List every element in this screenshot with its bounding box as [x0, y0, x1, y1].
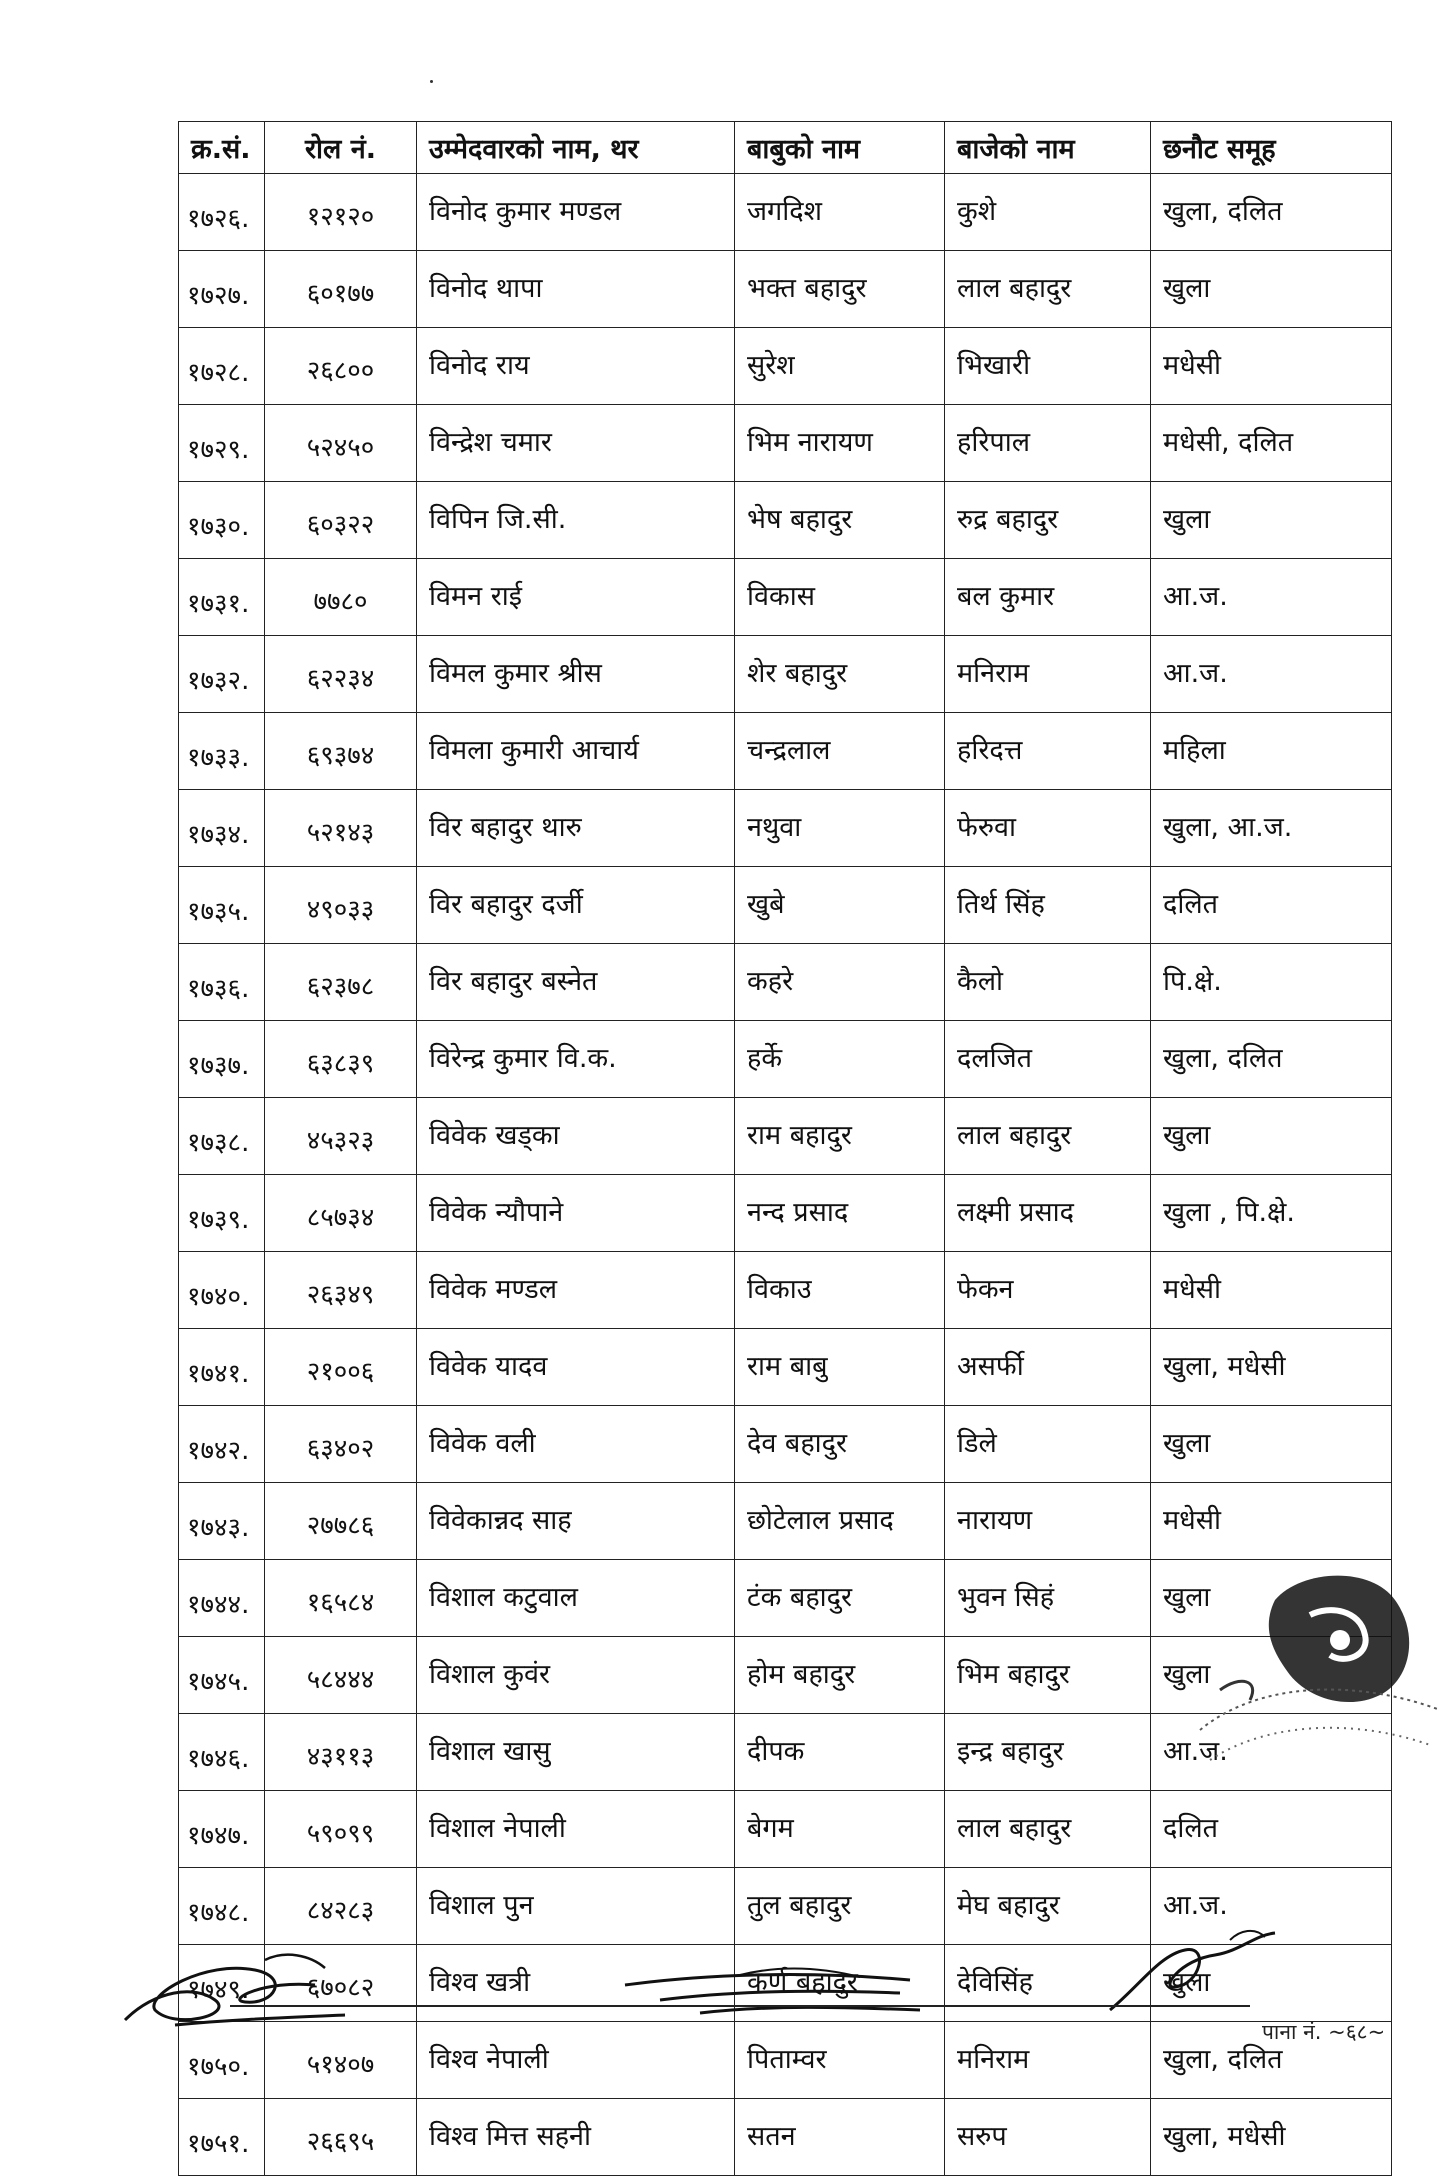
cell-father-name: सतन	[735, 2099, 945, 2176]
table-row	[179, 1175, 1392, 1252]
header-selection-group: छनौट समूह	[1151, 122, 1392, 174]
cell-father-name: दीपक	[735, 1714, 945, 1791]
cell-selection-group: मधेसी, दलित	[1151, 405, 1392, 482]
cell-selection-group: खुला	[1151, 1637, 1392, 1714]
cell-serial: १७५०.	[179, 2022, 265, 2099]
cell-grandfather-name: भुवन सिहं	[945, 1560, 1151, 1637]
cell-selection-group: मधेसी	[1151, 328, 1392, 405]
cell-grandfather-name: लाल बहादुर	[945, 1791, 1151, 1868]
cell-candidate-name: विवेक खड्का	[417, 1098, 735, 1175]
table-row	[179, 713, 1392, 790]
cell-roll-number: २६६९५	[265, 2099, 417, 2176]
table-row	[179, 1406, 1392, 1483]
cell-candidate-name: विश्व मित्त सहनी	[417, 2099, 735, 2176]
cell-father-name: चन्द्रलाल	[735, 713, 945, 790]
cell-selection-group: आ.ज.	[1151, 1714, 1392, 1791]
cell-serial: १७४६.	[179, 1714, 265, 1791]
page-number: पाना नं. ~६८~	[1262, 2020, 1386, 2044]
cell-serial: १७३६.	[179, 944, 265, 1021]
cell-candidate-name: विमल कुमार श्रीस	[417, 636, 735, 713]
cell-candidate-name: विनोद थापा	[417, 251, 735, 328]
signature-right	[1090, 1915, 1290, 2025]
cell-candidate-name: विवेक वली	[417, 1406, 735, 1483]
header-serial: क्र.सं.	[179, 122, 265, 174]
cell-grandfather-name: कुशे	[945, 174, 1151, 251]
cell-father-name: हर्के	[735, 1021, 945, 1098]
cell-candidate-name: विवेक मण्डल	[417, 1252, 735, 1329]
header-father-name: बाबुको नाम	[735, 122, 945, 174]
cell-grandfather-name: असर्फी	[945, 1329, 1151, 1406]
cell-roll-number: ५८४४४	[265, 1637, 417, 1714]
table-row	[179, 405, 1392, 482]
cell-father-name: नन्द प्रसाद	[735, 1175, 945, 1252]
cell-grandfather-name: हरिदत्त	[945, 713, 1151, 790]
cell-father-name: कर्ण बहादुर	[735, 1945, 945, 2022]
cell-candidate-name: विनोद कुमार मण्डल	[417, 174, 735, 251]
cell-father-name: बेगम	[735, 1791, 945, 1868]
cell-father-name: छोटेलाल प्रसाद	[735, 1483, 945, 1560]
cell-father-name: शेर बहादुर	[735, 636, 945, 713]
cell-roll-number: ५९०९९	[265, 1791, 417, 1868]
cell-grandfather-name: तिर्थ सिंह	[945, 867, 1151, 944]
cell-serial: १७३१.	[179, 559, 265, 636]
cell-roll-number: ६३८३९	[265, 1021, 417, 1098]
cell-father-name: विकाउ	[735, 1252, 945, 1329]
cell-grandfather-name: कैलो	[945, 944, 1151, 1021]
cell-father-name: टंक बहादुर	[735, 1560, 945, 1637]
table-row	[179, 1098, 1392, 1175]
cell-roll-number: ५१४०७	[265, 2022, 417, 2099]
cell-roll-number: ६०३२२	[265, 482, 417, 559]
cell-candidate-name: विपिन जि.सी.	[417, 482, 735, 559]
cell-selection-group: खुला, आ.ज.	[1151, 790, 1392, 867]
table-row	[179, 790, 1392, 867]
cell-grandfather-name: डिले	[945, 1406, 1151, 1483]
scan-speck	[430, 80, 433, 83]
cell-selection-group: आ.ज.	[1151, 1868, 1392, 1945]
cell-grandfather-name: फेरुवा	[945, 790, 1151, 867]
cell-serial: १७३२.	[179, 636, 265, 713]
table-row	[179, 559, 1392, 636]
cell-father-name: कहरे	[735, 944, 945, 1021]
cell-father-name: होम बहादुर	[735, 1637, 945, 1714]
table-row	[179, 328, 1392, 405]
cell-serial: १७३४.	[179, 790, 265, 867]
cell-father-name: राम बाबु	[735, 1329, 945, 1406]
cell-father-name: तुल बहादुर	[735, 1868, 945, 1945]
header-roll-number: रोल नं.	[265, 122, 417, 174]
cell-roll-number: १२१२०	[265, 174, 417, 251]
cell-selection-group: दलित	[1151, 1791, 1392, 1868]
signature-middle	[620, 1955, 930, 2025]
table-row	[179, 1483, 1392, 1560]
cell-selection-group: आ.ज.	[1151, 559, 1392, 636]
cell-father-name: पिताम्वर	[735, 2022, 945, 2099]
cell-serial: १७२७.	[179, 251, 265, 328]
cell-roll-number: ६२२३४	[265, 636, 417, 713]
cell-roll-number: ७७८०	[265, 559, 417, 636]
cell-grandfather-name: लाल बहादुर	[945, 251, 1151, 328]
table-row	[179, 1252, 1392, 1329]
cell-roll-number: २१००६	[265, 1329, 417, 1406]
cell-father-name: भेष बहादुर	[735, 482, 945, 559]
cell-serial: १७३५.	[179, 867, 265, 944]
table-row	[179, 1329, 1392, 1406]
cell-grandfather-name: मनिराम	[945, 2022, 1151, 2099]
cell-candidate-name: विशाल कुवंर	[417, 1637, 735, 1714]
cell-selection-group: खुला	[1151, 1406, 1392, 1483]
cell-serial: १७५१.	[179, 2099, 265, 2176]
cell-selection-group: खुला, दलित	[1151, 2022, 1392, 2099]
cell-candidate-name: विशाल नेपाली	[417, 1791, 735, 1868]
cell-grandfather-name: भिखारी	[945, 328, 1151, 405]
candidate-results-table	[178, 121, 1392, 2176]
cell-candidate-name: विरेन्द्र कुमार वि.क.	[417, 1021, 735, 1098]
cell-candidate-name: विर बहादुर दर्जी	[417, 867, 735, 944]
cell-selection-group: खुला , पि.क्षे.	[1151, 1175, 1392, 1252]
cell-roll-number: ५२१४३	[265, 790, 417, 867]
table-row	[179, 2022, 1392, 2099]
table-row	[179, 2099, 1392, 2176]
footer-rule	[230, 2005, 1250, 2007]
cell-selection-group: दलित	[1151, 867, 1392, 944]
header-candidate-name: उम्मेदवारको नाम, थर	[417, 122, 735, 174]
cell-grandfather-name: भिम बहादुर	[945, 1637, 1151, 1714]
cell-serial: १७४०.	[179, 1252, 265, 1329]
cell-father-name: देव बहादुर	[735, 1406, 945, 1483]
cell-grandfather-name: इन्द्र बहादुर	[945, 1714, 1151, 1791]
cell-serial: १७३३.	[179, 713, 265, 790]
cell-grandfather-name: लाल बहादुर	[945, 1098, 1151, 1175]
cell-serial: १७३९.	[179, 1175, 265, 1252]
cell-candidate-name: विश्व नेपाली	[417, 2022, 735, 2099]
cell-roll-number: २७७८६	[265, 1483, 417, 1560]
cell-father-name: सुरेश	[735, 328, 945, 405]
cell-selection-group: महिला	[1151, 713, 1392, 790]
cell-selection-group: खुला, दलित	[1151, 174, 1392, 251]
cell-grandfather-name: देविसिंह	[945, 1945, 1151, 2022]
table-row	[179, 867, 1392, 944]
cell-roll-number: ४३११३	[265, 1714, 417, 1791]
cell-grandfather-name: हरिपाल	[945, 405, 1151, 482]
cell-selection-group: आ.ज.	[1151, 636, 1392, 713]
signature-left	[115, 1930, 355, 2040]
cell-candidate-name: विशाल कटुवाल	[417, 1560, 735, 1637]
cell-candidate-name: विमला कुमारी आचार्य	[417, 713, 735, 790]
cell-serial: १७२६.	[179, 174, 265, 251]
cell-grandfather-name: रुद्र बहादुर	[945, 482, 1151, 559]
cell-candidate-name: विशाल खासु	[417, 1714, 735, 1791]
table-row	[179, 174, 1392, 251]
cell-roll-number: २६८००	[265, 328, 417, 405]
cell-grandfather-name: सरुप	[945, 2099, 1151, 2176]
cell-roll-number: ८४२८३	[265, 1868, 417, 1945]
header-grandfather-name: बाजेको नाम	[945, 122, 1151, 174]
cell-candidate-name: विवेक न्यौपाने	[417, 1175, 735, 1252]
cell-selection-group: पि.क्षे.	[1151, 944, 1392, 1021]
cell-roll-number: ८५७३४	[265, 1175, 417, 1252]
office-stamp	[1180, 1560, 1447, 1800]
cell-roll-number: ६७०८२	[265, 1945, 417, 2022]
cell-serial: १७४१.	[179, 1329, 265, 1406]
cell-selection-group: खुला	[1151, 1945, 1392, 2022]
cell-candidate-name: विशाल पुन	[417, 1868, 735, 1945]
cell-serial: १७४५.	[179, 1637, 265, 1714]
cell-candidate-name: विवेक यादव	[417, 1329, 735, 1406]
cell-roll-number: ६०१७७	[265, 251, 417, 328]
cell-grandfather-name: दलजित	[945, 1021, 1151, 1098]
cell-father-name: राम बहादुर	[735, 1098, 945, 1175]
table-row	[179, 1021, 1392, 1098]
cell-father-name: भक्त बहादुर	[735, 251, 945, 328]
cell-grandfather-name: मनिराम	[945, 636, 1151, 713]
cell-father-name: जगदिश	[735, 174, 945, 251]
cell-father-name: विकास	[735, 559, 945, 636]
cell-grandfather-name: बल कुमार	[945, 559, 1151, 636]
cell-selection-group: खुला, मधेसी	[1151, 2099, 1392, 2176]
cell-candidate-name: विर बहादुर थारु	[417, 790, 735, 867]
cell-selection-group: मधेसी	[1151, 1483, 1392, 1560]
cell-serial: १७३०.	[179, 482, 265, 559]
cell-serial: १७२९.	[179, 405, 265, 482]
cell-candidate-name: विमन राई	[417, 559, 735, 636]
cell-serial: १७३८.	[179, 1098, 265, 1175]
cell-roll-number: ६९३७४	[265, 713, 417, 790]
cell-grandfather-name: मेघ बहादुर	[945, 1868, 1151, 1945]
cell-selection-group: खुला	[1151, 251, 1392, 328]
cell-candidate-name: विश्व खत्री	[417, 1945, 735, 2022]
cell-selection-group: खुला, मधेसी	[1151, 1329, 1392, 1406]
cell-candidate-name: विनोद राय	[417, 328, 735, 405]
table-row	[179, 251, 1392, 328]
cell-roll-number: ६३४०२	[265, 1406, 417, 1483]
table-row	[179, 482, 1392, 559]
cell-candidate-name: विन्द्रेश चमार	[417, 405, 735, 482]
cell-serial: १७४९.	[179, 1945, 265, 2022]
cell-father-name: भिम नारायण	[735, 405, 945, 482]
table-row	[179, 636, 1392, 713]
cell-selection-group: खुला, दलित	[1151, 1021, 1392, 1098]
cell-selection-group: खुला	[1151, 1098, 1392, 1175]
cell-serial: १७४३.	[179, 1483, 265, 1560]
table-header-row	[179, 122, 1392, 174]
cell-roll-number: ४५३२३	[265, 1098, 417, 1175]
cell-roll-number: ५२४५०	[265, 405, 417, 482]
cell-serial: १७४८.	[179, 1868, 265, 1945]
cell-roll-number: ४९०३३	[265, 867, 417, 944]
cell-grandfather-name: लक्ष्मी प्रसाद	[945, 1175, 1151, 1252]
cell-serial: १७२८.	[179, 328, 265, 405]
cell-selection-group: मधेसी	[1151, 1252, 1392, 1329]
cell-father-name: नथुवा	[735, 790, 945, 867]
cell-selection-group: खुला	[1151, 1560, 1392, 1637]
cell-roll-number: ६२३७८	[265, 944, 417, 1021]
cell-serial: १७४२.	[179, 1406, 265, 1483]
cell-candidate-name: विर बहादुर बस्नेत	[417, 944, 735, 1021]
cell-grandfather-name: फेकन	[945, 1252, 1151, 1329]
table-row	[179, 1791, 1392, 1868]
cell-serial: १७४४.	[179, 1560, 265, 1637]
cell-serial: १७३७.	[179, 1021, 265, 1098]
cell-roll-number: १६५८४	[265, 1560, 417, 1637]
cell-serial: १७४७.	[179, 1791, 265, 1868]
cell-grandfather-name: नारायण	[945, 1483, 1151, 1560]
cell-roll-number: २६३४९	[265, 1252, 417, 1329]
cell-selection-group: खुला	[1151, 482, 1392, 559]
table-body	[179, 174, 1392, 2176]
cell-candidate-name: विवेकान्नद साह	[417, 1483, 735, 1560]
cell-father-name: खुबे	[735, 867, 945, 944]
table-row	[179, 944, 1392, 1021]
